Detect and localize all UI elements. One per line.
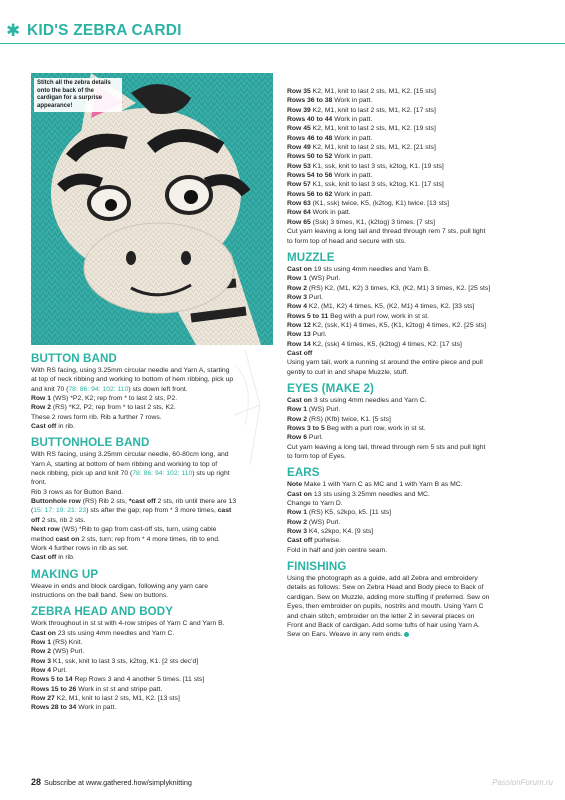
row-label: Row 2 (287, 518, 308, 526)
row-text: (RS) Rib 2 sts, (80, 498, 129, 506)
row-label: Row 49 (287, 144, 311, 152)
buttonhole-band-heading: BUTTONHOLE BAND (31, 436, 150, 450)
row-label: Row 63 (287, 200, 311, 208)
row-label: Row 2 (287, 415, 308, 423)
row-text: 19 sts using 4mm needles and Yarn B. (311, 265, 430, 273)
text-fragment: neck ribbing, pick up and knit 70 ( (31, 470, 133, 478)
row-label: Row 1 (287, 509, 308, 517)
text-fragment: ) sts after the gap; rep from * 3 more times, (86, 507, 218, 515)
row-text: Work in patt. (332, 172, 373, 180)
row-text: K1, ssk, knit to last 3 sts, k2tog, K1. [19 sts] (310, 162, 444, 170)
row-label: Row 2 (31, 404, 52, 412)
pattern-row (287, 508, 539, 517)
left-column (31, 352, 276, 713)
zebra-photo (31, 73, 273, 345)
row-text: Beg with a purl row, work in st st. (324, 425, 426, 432)
text-line (287, 536, 539, 545)
row-label: Row 1 (287, 275, 308, 283)
row-text: in rib. (56, 554, 75, 562)
finishing-line (287, 593, 539, 602)
row-text: (K1, ssk) twice, K5, (k2tog, K1) twice. [13 sts] (310, 200, 450, 208)
text-line (31, 666, 276, 675)
row-text: K2, M1, knit to last 2 sts, M1, K2. [21 sts] (310, 144, 436, 152)
row-label: Row 1 (31, 395, 52, 403)
row-text: 2 sts, rib until there are 13 (155, 498, 237, 506)
bold-text: cast on (55, 535, 80, 543)
row-text: 2 sts, turn; rep from * 4 more times, rib to end. (79, 535, 220, 543)
finishing-line (287, 602, 539, 611)
pattern-row (287, 330, 539, 339)
row-text: Beg with a purl row, work in st st. (328, 312, 430, 320)
row-label: Note (287, 481, 303, 489)
page-title: KID'S ZEBRA CARDI (27, 22, 182, 39)
page-number: 28 (31, 777, 42, 787)
pattern-row (287, 180, 539, 189)
ears-heading: EARS (287, 466, 320, 480)
row-text: (WS) Purl. (307, 406, 341, 414)
text-line (287, 396, 539, 405)
footer (31, 777, 192, 788)
size-values: 78: 86: 94: 102: 110 (68, 385, 129, 393)
pattern-row (287, 433, 539, 442)
button-band-heading: BUTTON BAND (31, 352, 117, 365)
row-label: Row 3 (287, 528, 308, 536)
row-label: Rows 5 to 11 (287, 312, 329, 320)
pattern-row (287, 405, 539, 414)
line-text: Sew on Ears. Weave in any rem ends. (287, 631, 403, 639)
row-text: (WS) Purl. (307, 518, 341, 526)
row-text: K2, M1, knit to last 2 sts, M1, K2. [19 sts] (310, 125, 436, 133)
body-rows-list (287, 87, 539, 227)
row-text: K2, M1, knit to last 2 sts, M1, K2. [17 sts] (310, 106, 436, 114)
row-text: Work in patt. (310, 209, 351, 217)
row-label: Rows 50 to 52 (287, 153, 333, 161)
pattern-row (287, 106, 539, 115)
line-text: Eyes, then embroider on pupils, nostrils and mouth. Using Yarn C (287, 603, 484, 611)
row-text: Work in patt. (332, 116, 373, 124)
row-label: Row 2 (31, 648, 52, 656)
finishing-line (287, 630, 539, 639)
watermark-brand: PassionForum.ru (492, 778, 553, 787)
pattern-row (287, 424, 539, 433)
text-line: Work 4 further rows in rib as set. (31, 544, 129, 552)
pattern-row (287, 134, 539, 143)
text-fragment: ( (31, 507, 34, 515)
row-label: Cast off (31, 423, 57, 431)
text-fragment: ) sts down left front. (128, 385, 188, 393)
text-fragment: method (31, 535, 56, 543)
line-text: Front and Back of cardigan. Add some tufts of hair using Yarn A. (287, 621, 480, 629)
row-text: Work in patt. (332, 190, 373, 198)
pattern-row (287, 527, 539, 536)
finishing-heading: FINISHING (287, 560, 347, 574)
row-text: (WS) *Rib to gap from cast-off sts, turn, using cable (59, 526, 217, 534)
finishing-line (287, 612, 539, 621)
row-label: Rows 36 to 38 (287, 97, 333, 105)
row-label: Rows 28 to 34 (31, 704, 77, 712)
row-label: Row 27 (31, 694, 55, 702)
text-line: With RS facing, using 3.25mm circular needle, 60-80cm long, and (31, 451, 229, 459)
text-line (31, 647, 276, 656)
pattern-row (287, 293, 539, 302)
text-line (287, 490, 539, 499)
text-line (31, 516, 276, 525)
text-line (287, 265, 539, 274)
row-text: Purl. (307, 434, 323, 442)
text-line (31, 525, 276, 534)
text-line (31, 638, 276, 647)
line-text: cardigan. Sew on Muzzle, adding more stuffing if preferred. Sew on (287, 593, 490, 601)
text-line: at top of neck ribbing and working to bottom of hem ribbing, pick up (31, 376, 234, 384)
finishing-text (287, 574, 539, 639)
row-text: Work in patt. (332, 134, 373, 142)
pattern-row (287, 518, 539, 527)
row-text: (RS) K5, s2kpo, k5. [11 sts] (307, 509, 392, 517)
subscribe-link[interactable]: Subscribe at www.gathered.how/simplyknitting (44, 778, 192, 787)
row-text: (WS) *P2, K2; rep from * to last 2 sts, P2. (51, 395, 178, 403)
row-text: Work in patt. (76, 704, 117, 712)
row-text: in rib. (56, 423, 75, 431)
row-label: Row 53 (287, 162, 311, 170)
row-text: (RS) *K2, P2; rep from * to last 2 sts, K2. (51, 404, 176, 412)
line-text: details as follows: Sew on Zebra Head and Body piece to Back of (287, 584, 484, 592)
text-line (31, 703, 276, 712)
row-label: Cast on (287, 396, 312, 404)
eyes-heading: EYES (MAKE 2) (287, 381, 374, 395)
text-line: With RS facing, using 3.25mm circular needle and Yarn A, starting (31, 367, 230, 374)
asterisk-icon: ✱ (6, 21, 21, 40)
row-text: 23 sts using 4mm needles and Yarn C. (55, 629, 175, 637)
row-label: Row 65 (287, 218, 311, 226)
row-label: Row 12 (287, 321, 311, 329)
text-line: Cut yarn leaving a long tail and thread through rem 7 sts, pull tight (287, 228, 486, 236)
row-text: K1, ssk, knit to last 3 sts, k2tog, K1. [2 sts dec'd] (51, 657, 199, 665)
row-text: 2 sts, rib 2 sts. (39, 516, 86, 524)
finishing-line (287, 583, 539, 592)
row-label: Row 4 (287, 303, 308, 311)
row-label: Row 1 (287, 406, 308, 414)
row-label: Rows 5 to 14 (31, 676, 73, 684)
pattern-row (287, 190, 539, 199)
row-label: Rows 15 to 26 (31, 685, 77, 693)
row-label: Buttonhole row (31, 498, 81, 506)
row-label: Row 64 (287, 209, 311, 217)
text-line: Using yarn tail, work a running st around the entire piece and pull (287, 359, 483, 367)
pattern-row (287, 340, 539, 349)
row-text: K4, s2kpo, K4. [9 sts] (307, 528, 374, 536)
row-text: purlwise. (312, 537, 342, 545)
row-label: Row 13 (287, 331, 311, 339)
text-line (31, 675, 276, 684)
line-text: and chain stitch, embroider on the letter Z in several places on (287, 612, 475, 620)
row-label: Row 35 (287, 88, 311, 95)
text-fragment: and knit 70 ( (31, 385, 69, 393)
muzzle-rows-list (287, 274, 539, 349)
row-label: Row 14 (287, 340, 311, 348)
pattern-row (287, 143, 539, 152)
row-label: Row 3 (287, 293, 308, 301)
row-text: (WS) Purl. (307, 275, 341, 283)
row-text: K1, ssk, knit to last 3 sts, k2tog, K1. [17 sts] (310, 181, 444, 189)
row-text: Make 1 with Yarn C as MC and 1 with Yarn B as MC. (302, 481, 463, 489)
row-label: Rows 54 to 56 (287, 172, 333, 180)
pattern-row (287, 115, 539, 124)
ears-rows-list (287, 508, 539, 536)
text-line (31, 694, 276, 703)
header-rule (0, 43, 565, 44)
row-text: K2, M1, knit to last 2 sts, M1, K2. [13 sts] (54, 694, 180, 702)
row-text: 13 sts using 3.25mm needles and MC. (311, 490, 430, 498)
row-text: Work in patt. (332, 153, 373, 161)
pattern-row (287, 171, 539, 180)
row-label: Next row (31, 526, 60, 534)
pattern-row (287, 87, 539, 96)
photo-caption: Stitch all the zebra details onto the back of the cardigan for a surprise appearance! (34, 78, 122, 112)
zebra-head-body-heading: ZEBRA HEAD AND BODY (31, 605, 174, 619)
row-text: K2, M1, knit to last 2 sts, M1, K2. [15 sts] (310, 88, 436, 95)
bold-text: off (31, 516, 40, 524)
text-line: front. (31, 479, 47, 487)
row-label: Row 6 (287, 434, 308, 442)
row-label: Rows 46 to 48 (287, 134, 333, 142)
pattern-row (287, 162, 539, 171)
row-label: Cast on (287, 490, 312, 498)
muzzle-heading: MUZZLE (287, 250, 335, 264)
pattern-row (287, 274, 539, 283)
text-line (31, 385, 276, 394)
text-line (31, 403, 276, 412)
text-line: Change to Yarn D. (287, 500, 343, 508)
zebra-illustration (31, 73, 273, 345)
pattern-row (287, 208, 539, 217)
row-label: Rows 40 to 44 (287, 116, 333, 124)
row-label: Cast on (287, 265, 312, 273)
text-line (31, 535, 276, 544)
bold-text: *cast off (128, 498, 156, 506)
row-text: Work in patt. (332, 97, 373, 105)
row-text: Purl. (310, 331, 327, 339)
text-line: These 2 rows form rib. Rib a further 7 rows. (31, 413, 162, 421)
row-text: Rep Rows 3 and 4 another 5 times. [11 sts] (72, 676, 205, 684)
row-text: 3 sts using 4mm needles and Yarn C. (311, 396, 427, 404)
text-line: to form top of head and secure with sts. (287, 237, 407, 245)
row-text: (WS) Purl. (51, 648, 85, 656)
pattern-row (287, 321, 539, 330)
making-up-heading: MAKING UP (31, 567, 99, 581)
row-text: Purl. (51, 666, 67, 674)
pattern-row (287, 152, 539, 161)
row-text: (RS) K2, (M1, K2) 3 times, K3, (K2, M1) 3 times, K2. [25 sts] (307, 284, 491, 292)
pattern-row (287, 218, 539, 227)
text-line (31, 506, 276, 515)
finishing-line (287, 621, 539, 630)
text-line: Fold in half and join centre seam. (287, 546, 388, 554)
pattern-row (287, 312, 539, 321)
row-label: Row 3 (31, 657, 52, 665)
text-line: Weave in ends and block cardigan, following any yarn care (31, 582, 209, 590)
pattern-row (287, 284, 539, 293)
row-text: (RS) Knit. (51, 638, 83, 646)
text-line: Work throughout in st st with 4-row stripes of Yarn C and Yarn B. (31, 620, 225, 628)
end-dot-icon (404, 632, 409, 637)
eyes-rows-list (287, 405, 539, 442)
row-text: K2, (ssk, K1) 4 times, K5, (K1, k2tog) 4 times, K2. [25 sts] (310, 321, 487, 329)
text-line: instructions on the ball band. Sew on buttons. (31, 591, 169, 599)
text-line (31, 629, 276, 638)
line-text: Using the photograph as a guide, add all Zebra and embroidery (287, 575, 478, 583)
row-text: (RS) (Kfb) twice, K1. [5 sts] (307, 415, 391, 423)
row-label: Row 57 (287, 181, 311, 189)
text-line (31, 553, 276, 562)
right-column (287, 87, 539, 640)
row-label: Rows 3 to 5 (287, 425, 325, 432)
pattern-row (287, 96, 539, 105)
row-text: Work in st st and stripe patt. (76, 685, 163, 693)
pattern-row (287, 124, 539, 133)
text-fragment: ) sts up right (192, 470, 230, 478)
row-text: (Ssk) 3 times, K1, (k2tog) 3 times. [7 sts] (310, 218, 436, 226)
size-values: 15: 17: 19: 21: 23 (33, 507, 87, 515)
text-line (31, 422, 276, 431)
row-label: Cast off (287, 537, 313, 545)
text-line (31, 657, 276, 666)
row-label: Row 45 (287, 125, 311, 133)
bold-text: cast (217, 507, 232, 515)
text-line: Cut yarn leaving a long tail, thread through rem 5 sts and pull tight (287, 443, 486, 451)
text-line (31, 469, 276, 478)
text-line: Cast off (287, 349, 313, 357)
pattern-row (287, 415, 539, 424)
text-line (287, 480, 539, 489)
text-line: gently to curl in and shape Muzzle, stuff. (287, 368, 409, 376)
row-text: K2, (M1, K2) 4 times, K5, (K2, M1) 4 times, K2. [33 sts] (307, 303, 475, 311)
row-label: Cast off (31, 554, 57, 562)
pattern-row (287, 199, 539, 208)
pattern-row (287, 302, 539, 311)
row-label: Row 1 (31, 638, 52, 646)
row-label: Rows 56 to 62 (287, 190, 333, 198)
row-text: Purl. (307, 293, 323, 301)
text-line: to form top of Eyes. (287, 453, 346, 461)
text-line (31, 394, 276, 403)
text-line (31, 497, 276, 506)
row-label: Row 4 (31, 666, 52, 674)
text-line: Yarn A, starting at bottom of hem ribbing and working to top of (31, 460, 218, 468)
text-line (31, 685, 276, 694)
row-label: Row 2 (287, 284, 308, 292)
row-label: Row 39 (287, 106, 311, 114)
size-values: 78: 86: 94: 102: 110 (132, 470, 193, 478)
finishing-line (287, 574, 539, 583)
text-line: Rib 3 rows as for Button Band. (31, 488, 124, 496)
row-text: K2, (ssk) 4 times, K5, (k2tog) 4 times, K2. [17 sts] (310, 340, 462, 348)
row-label: Cast on (31, 629, 56, 637)
